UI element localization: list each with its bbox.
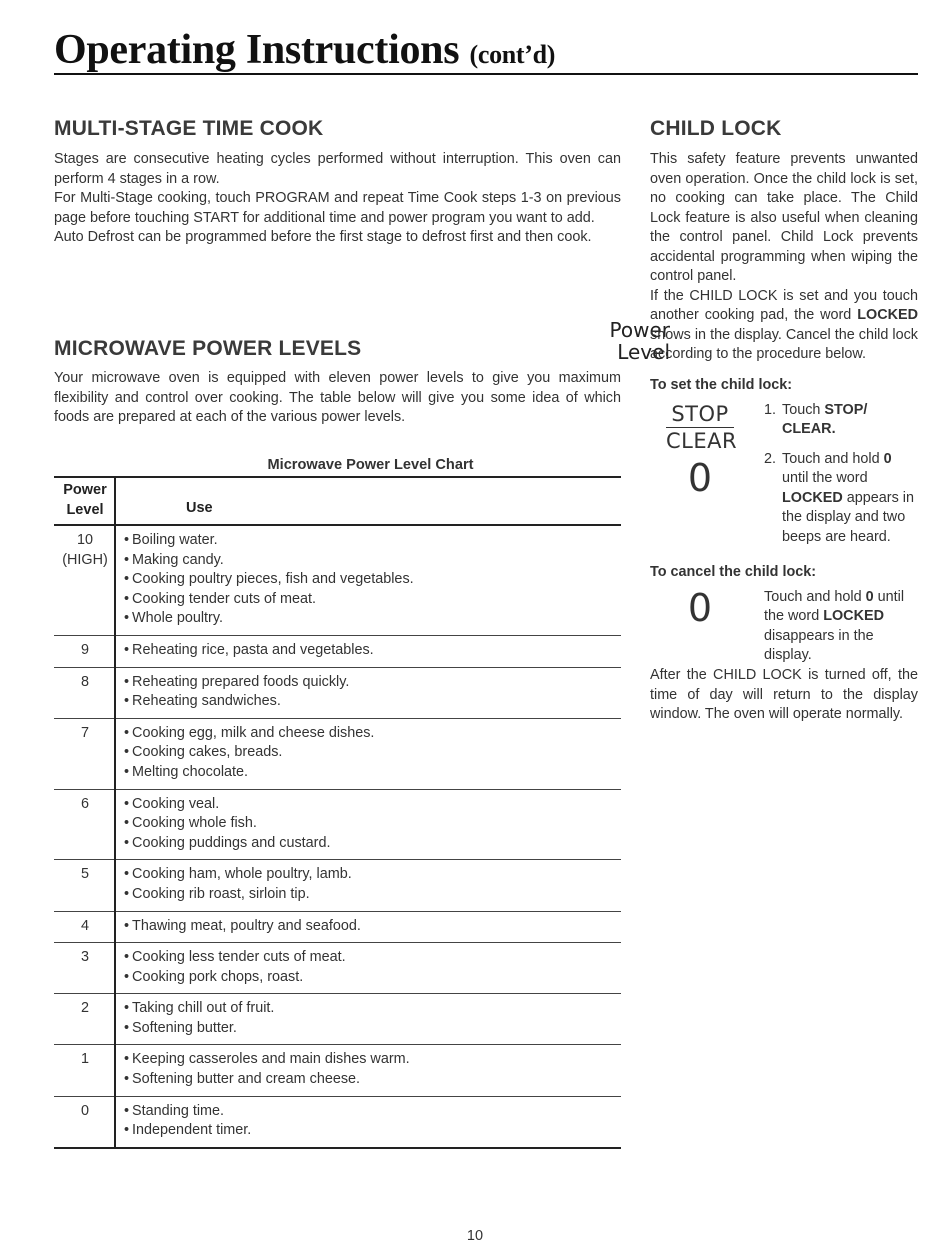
- chart-row-use-item: • Whole poultry.: [124, 609, 414, 629]
- chart-row-level: [54, 917, 116, 937]
- chart-row-level-value: 1: [80, 1051, 89, 1068]
- chart-row-level: [54, 673, 116, 712]
- multi-stage-paragraph-3: Auto Defrost can be programmed before the first stage to defrost first and then cook.: [54, 229, 592, 245]
- chart-row-level: [54, 1050, 116, 1089]
- chart-row: [54, 1097, 621, 1149]
- chart-row-uses: [116, 673, 349, 712]
- chart-row-uses: [116, 1050, 410, 1089]
- chart-row: [54, 860, 621, 911]
- chart-header-level-line1: Power: [63, 482, 107, 498]
- chart-row-use-item: • Cooking pork chops, roast.: [124, 968, 346, 988]
- chart-title: Microwave Power Level Chart: [267, 457, 474, 473]
- zero-key-icon: 0: [687, 455, 713, 500]
- chart-row-use-item: • Cooking egg, milk and cheese dishes.: [124, 724, 374, 744]
- child-lock-p2-text-b: shows in the display. Cancel the child lock according to the procedure below.: [650, 326, 918, 362]
- chart-row: [54, 994, 621, 1045]
- power-levels-paragraph: Your microwave oven is equipped with eleven power levels to give you maximum flexibility and control over cooking. The table below will give you some idea of which foods are prepared at each of the various power levels.: [54, 370, 621, 425]
- chart-row-use-item: • Softening butter.: [124, 1019, 274, 1039]
- chart-row-level-value: 3: [80, 949, 89, 966]
- chart-row: [54, 526, 621, 636]
- cancel-child-lock-heading: To cancel the child lock:: [650, 563, 817, 580]
- chart-row: [54, 668, 621, 719]
- chart-row: [54, 943, 621, 994]
- child-lock-paragraph-2: [650, 287, 918, 365]
- chart-row-use-item: • Independent timer.: [124, 1121, 251, 1141]
- chart-column-divider: [114, 478, 116, 1149]
- set-step-1-text: Touch: [782, 401, 825, 418]
- chart-row-use-item: • Cooking veal.: [124, 795, 330, 815]
- page-title: [54, 26, 555, 74]
- chart-row-uses: [116, 1102, 251, 1141]
- chart-row: [54, 912, 621, 944]
- cancel-step-locked: LOCKED: [823, 608, 884, 625]
- page-title-main: Operating Instructions: [54, 27, 460, 73]
- chart-row-level: [54, 531, 116, 629]
- chart-row-level-value: 0: [80, 1102, 89, 1119]
- child-lock-heading: CHILD LOCK: [650, 117, 782, 140]
- chart-row-level: [54, 795, 116, 854]
- multi-stage-paragraph-1: Stages are consecutive heating cycles performed without interruption. This oven can perform 4 stages in a row.: [54, 151, 621, 187]
- chart-row-use-item: • Cooking tender cuts of meat.: [124, 590, 414, 610]
- chart-table: [54, 476, 621, 1149]
- chart-row-use-item: • Reheating prepared foods quickly.: [124, 673, 349, 693]
- chart-row-level-value: 7: [80, 724, 89, 741]
- chart-row-level-value: 9: [80, 641, 89, 658]
- cancel-zero-key-icon: 0: [687, 585, 713, 630]
- power-level-key-line1: Power: [609, 318, 670, 342]
- chart-row-uses: [116, 724, 374, 783]
- chart-row-use-item: • Taking chill out of fruit.: [124, 999, 274, 1019]
- chart-row-level: [54, 1102, 116, 1141]
- chart-row-uses: [116, 917, 361, 937]
- chart-row-use-item: • Reheating sandwiches.: [124, 692, 349, 712]
- set-step-2-text-b: until the word: [782, 470, 868, 487]
- chart-row-use-item: • Boiling water.: [124, 531, 414, 551]
- chart-row-use-item: • Thawing meat, poultry and seafood.: [124, 917, 361, 937]
- chart-row: [54, 636, 621, 668]
- cancel-step: [764, 588, 918, 666]
- clear-key-icon: CLEAR: [666, 428, 738, 453]
- chart-header-level: [54, 478, 116, 524]
- set-step-2-zero: 0: [883, 450, 892, 467]
- chart-row-level: [54, 641, 116, 661]
- chart-row-level: [54, 999, 116, 1038]
- cancel-keys: [650, 585, 750, 666]
- chart-row-use-item: • Melting chocolate.: [124, 763, 374, 783]
- chart-row-uses: [116, 795, 330, 854]
- page-number: 10: [466, 1228, 484, 1244]
- chart-row-use-item: • Cooking ham, whole poultry, lamb.: [124, 865, 352, 885]
- set-child-lock-steps: [650, 401, 918, 548]
- chart-row-use-item: • Cooking less tender cuts of meat.: [124, 948, 346, 968]
- chart-row-level-note: (HIGH): [62, 551, 108, 568]
- chart-row: [54, 1045, 621, 1096]
- chart-row-uses: [116, 865, 352, 904]
- set-child-lock-heading: To set the child lock:: [650, 376, 793, 393]
- chart-row-uses: [116, 531, 414, 629]
- set-step-2-locked: LOCKED: [782, 489, 843, 506]
- set-step-1-bold: STOP/ CLEAR.: [782, 401, 868, 438]
- cancel-steps-list: [750, 588, 918, 666]
- chart-row-level-value: 10: [76, 532, 93, 548]
- page-title-contd: (cont’d): [469, 40, 556, 69]
- chart-row-use-item: • Cooking whole fish.: [124, 814, 330, 834]
- chart-header-use: Use: [186, 500, 213, 516]
- chart-row-level: [54, 948, 116, 987]
- set-step-1-number: 1.: [764, 401, 777, 418]
- set-step-2: [764, 450, 918, 548]
- chart-row-use-item: • Standing time.: [124, 1102, 251, 1122]
- chart-header-level-line2: Level: [66, 502, 104, 518]
- chart-row-level-value: 8: [80, 673, 89, 690]
- power-level-key-line2: Level: [617, 340, 670, 364]
- chart-row-level-value: 4: [80, 917, 89, 934]
- set-step-2-number: 2.: [764, 450, 777, 467]
- multi-stage-heading: MULTI-STAGE TIME COOK: [54, 117, 324, 140]
- chart-header-row: [54, 478, 621, 526]
- cancel-step-text-b: until the word: [764, 588, 905, 625]
- chart-row-use-item: • Cooking poultry pieces, fish and vegetables.: [124, 570, 414, 590]
- chart-row-level: [54, 865, 116, 904]
- chart-row-use-item: • Keeping casseroles and main dishes warm.: [124, 1050, 410, 1070]
- cancel-step-text-a: Touch and hold: [764, 588, 866, 605]
- power-level-chart: [54, 454, 621, 1149]
- chart-row-use-item: • Reheating rice, pasta and vegetables.: [124, 641, 374, 661]
- set-steps-list: [750, 401, 918, 548]
- chart-row-level: [54, 724, 116, 783]
- cancel-step-zero: 0: [865, 588, 874, 605]
- child-lock-p2-text-a: If the CHILD LOCK is set and you touch another cooking pad, the word: [650, 287, 918, 323]
- chart-row-use-item: • Cooking rib roast, sirloin tip.: [124, 885, 352, 905]
- chart-row: [54, 790, 621, 861]
- chart-row-uses: [116, 999, 274, 1038]
- set-step-2-text-c: appears in the display and two beeps are heard.: [782, 489, 914, 546]
- set-keys: [650, 401, 750, 548]
- chart-row-uses: [116, 641, 374, 661]
- chart-row-use-item: • Cooking puddings and custard.: [124, 834, 330, 854]
- power-levels-heading: MICROWAVE POWER LEVELS: [54, 337, 362, 360]
- cancel-step-text-c: disappears in the display.: [764, 627, 874, 664]
- multi-stage-paragraph-2: For Multi-Stage cooking, touch PROGRAM and repeat Time Cook steps 1-3 on previous page before touching START for additional time and power program you want to add.: [54, 190, 621, 226]
- chart-row-use-item: • Cooking cakes, breads.: [124, 743, 374, 763]
- child-lock-p2-locked: LOCKED: [857, 307, 918, 323]
- cancel-child-lock-steps: [650, 585, 918, 666]
- set-step-2-text-a: Touch and hold: [782, 450, 884, 467]
- chart-row-level-value: 5: [80, 866, 89, 883]
- right-column: [650, 117, 918, 725]
- chart-row: [54, 719, 621, 790]
- chart-row-level-value: 2: [80, 1000, 89, 1017]
- title-divider: [54, 73, 918, 75]
- set-step-1: [764, 401, 918, 440]
- chart-row-level-value: 6: [80, 795, 89, 812]
- chart-row-uses: [116, 948, 346, 987]
- left-column: [54, 117, 670, 1139]
- chart-row-use-item: • Softening butter and cream cheese.: [124, 1070, 410, 1090]
- stop-key-icon: STOP: [671, 401, 729, 426]
- child-lock-paragraph-1: This safety feature prevents unwanted oven operation. Once the child lock is set, no cooking can take place. The Child Lock feature is also useful when cleaning the control panel. Child Lock prevents accidental programming when wiping the control panel.: [650, 151, 918, 284]
- chart-rows: [54, 526, 621, 1149]
- child-lock-paragraph-3: After the CHILD LOCK is turned off, the time of day will return to the display window. The oven will operate normally.: [650, 667, 918, 723]
- chart-row-use-item: • Making candy.: [124, 551, 414, 571]
